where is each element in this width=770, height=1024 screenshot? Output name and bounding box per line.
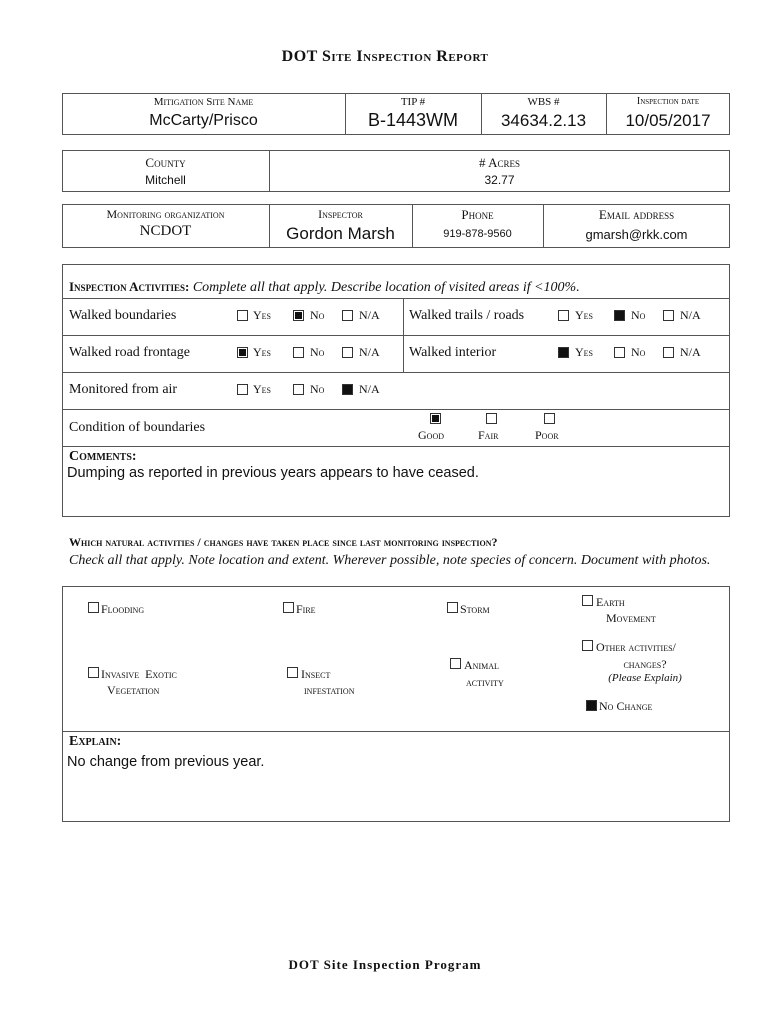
- walked-trails-no-checkbox[interactable]: [614, 310, 625, 321]
- flooding-checkbox[interactable]: [88, 602, 99, 613]
- fair-label: Fair: [478, 428, 499, 442]
- inspector-value: Gordon Marsh: [286, 224, 395, 243]
- activities-heading: Inspection Activities:: [69, 279, 190, 294]
- site-name-value: McCarty/Prisco: [149, 112, 258, 129]
- fire-checkbox[interactable]: [283, 602, 294, 613]
- org-label: Monitoring organization: [106, 207, 225, 221]
- condition-poor-checkbox[interactable]: [544, 413, 555, 424]
- condition-of-boundaries-label: Condition of boundaries: [69, 420, 206, 435]
- activities-heading-line: [69, 279, 580, 296]
- walked-road-frontage-label: Walked road frontage: [69, 345, 190, 360]
- tip-label: TIP #: [400, 96, 426, 108]
- report-title: DOT Site Inspection Report: [281, 48, 489, 65]
- earth-label-1: Earth: [596, 595, 625, 609]
- email-value: gmarsh@rkk.com: [585, 227, 688, 242]
- na-label: N/A: [680, 345, 701, 359]
- acres-value: 32.77: [484, 173, 515, 187]
- inspector-label: Inspector: [318, 207, 363, 221]
- walked-interior-no-checkbox[interactable]: [614, 347, 625, 358]
- poor-label: Poor: [535, 428, 559, 442]
- no-label: No: [631, 308, 646, 322]
- walked-trails-na-checkbox[interactable]: [663, 310, 674, 321]
- earth-label-2: Movement: [606, 611, 656, 625]
- yes-label: Yes: [253, 345, 272, 359]
- yes-label: Yes: [253, 382, 272, 396]
- no-change-label: No Change: [599, 699, 653, 713]
- org-value: NCDOT: [139, 223, 192, 239]
- animal-label-1: Animal: [464, 658, 499, 672]
- air-yes-checkbox[interactable]: [237, 384, 248, 395]
- date-label: Inspection date: [636, 96, 700, 107]
- na-label: N/A: [359, 382, 380, 396]
- yes-label: Yes: [575, 345, 594, 359]
- na-label: N/A: [680, 308, 701, 322]
- air-no-checkbox[interactable]: [293, 384, 304, 395]
- comments-text[interactable]: Dumping as reported in previous years appears to have ceased.: [67, 465, 479, 481]
- air-na-checkbox[interactable]: [342, 384, 353, 395]
- email-label: Email address: [598, 207, 675, 222]
- good-label: Good: [418, 428, 444, 442]
- tip-value: B-1443WM: [367, 110, 459, 130]
- no-label: No: [310, 308, 325, 322]
- no-label: No: [310, 382, 325, 396]
- condition-fair-checkbox[interactable]: [486, 413, 497, 424]
- monitored-from-air-label: Monitored from air: [69, 382, 178, 397]
- phone-label: Phone: [461, 207, 494, 222]
- natural-instruction: Check all that apply. Note location and extent. Wherever possible, note species of concern. Document with photos.: [69, 553, 711, 568]
- wbs-value: 34634.2.13: [500, 111, 587, 130]
- walked-interior-yes-checkbox[interactable]: [558, 347, 569, 358]
- insect-label-2: infestation: [304, 683, 355, 697]
- walked-boundaries-label: Walked boundaries: [69, 308, 177, 323]
- wbs-label: WBS #: [527, 96, 560, 108]
- na-label: N/A: [359, 308, 380, 322]
- no-change-checkbox[interactable]: [586, 700, 597, 711]
- walked-interior-na-checkbox[interactable]: [663, 347, 674, 358]
- county-value: Mitchell: [145, 173, 186, 187]
- road-frontage-na-checkbox[interactable]: [342, 347, 353, 358]
- site-name-label: Mitigation Site Name: [153, 96, 254, 108]
- other-label-1: Other activities/: [596, 640, 676, 654]
- explain-label: Explain:: [69, 734, 122, 749]
- na-label: N/A: [359, 345, 380, 359]
- explain-text[interactable]: No change from previous year.: [67, 754, 265, 770]
- footer-text: DOT Site Inspection Program: [288, 957, 482, 972]
- animal-activity-checkbox[interactable]: [450, 658, 461, 669]
- storm-label: Storm: [460, 602, 490, 616]
- fire-label: Fire: [296, 602, 316, 616]
- acres-label: # Acres: [479, 155, 520, 170]
- other-activities-checkbox[interactable]: [582, 640, 593, 651]
- invasive-label-2: Vegetation: [107, 683, 160, 697]
- date-value: 10/05/2017: [625, 111, 711, 130]
- earth-movement-checkbox[interactable]: [582, 595, 593, 606]
- yes-label: Yes: [253, 308, 272, 322]
- phone-value: 919-878-9560: [443, 228, 512, 240]
- flooding-label: Flooding: [101, 602, 145, 616]
- no-label: No: [631, 345, 646, 359]
- county-label: County: [145, 155, 186, 170]
- animal-label-2: activity: [466, 675, 504, 689]
- natural-heading: Which natural activities / changes have taken place since last monitoring inspection?: [69, 535, 498, 549]
- walked-trails-label: Walked trails / roads: [409, 308, 525, 323]
- storm-checkbox[interactable]: [447, 602, 458, 613]
- road-frontage-no-checkbox[interactable]: [293, 347, 304, 358]
- activities-instruction: Complete all that apply. Describe location of visited areas if <100%.: [192, 280, 580, 295]
- no-label: No: [310, 345, 325, 359]
- walked-boundaries-na-checkbox[interactable]: [342, 310, 353, 321]
- invasive-exotic-checkbox[interactable]: [88, 667, 99, 678]
- walked-boundaries-no-checkbox[interactable]: [293, 310, 304, 321]
- other-label-2: changes?: [623, 657, 667, 671]
- comments-label: Comments:: [69, 449, 137, 464]
- road-frontage-yes-checkbox[interactable]: [237, 347, 248, 358]
- insect-label-1: Insect: [301, 667, 331, 681]
- condition-good-checkbox[interactable]: [430, 413, 441, 424]
- invasive-label-1: Invasive Exotic: [101, 667, 177, 681]
- walked-boundaries-yes-checkbox[interactable]: [237, 310, 248, 321]
- insect-infestation-checkbox[interactable]: [287, 667, 298, 678]
- walked-interior-label: Walked interior: [409, 345, 497, 360]
- walked-trails-yes-checkbox[interactable]: [558, 310, 569, 321]
- other-label-3: (Please Explain): [608, 672, 682, 684]
- yes-label: Yes: [575, 308, 594, 322]
